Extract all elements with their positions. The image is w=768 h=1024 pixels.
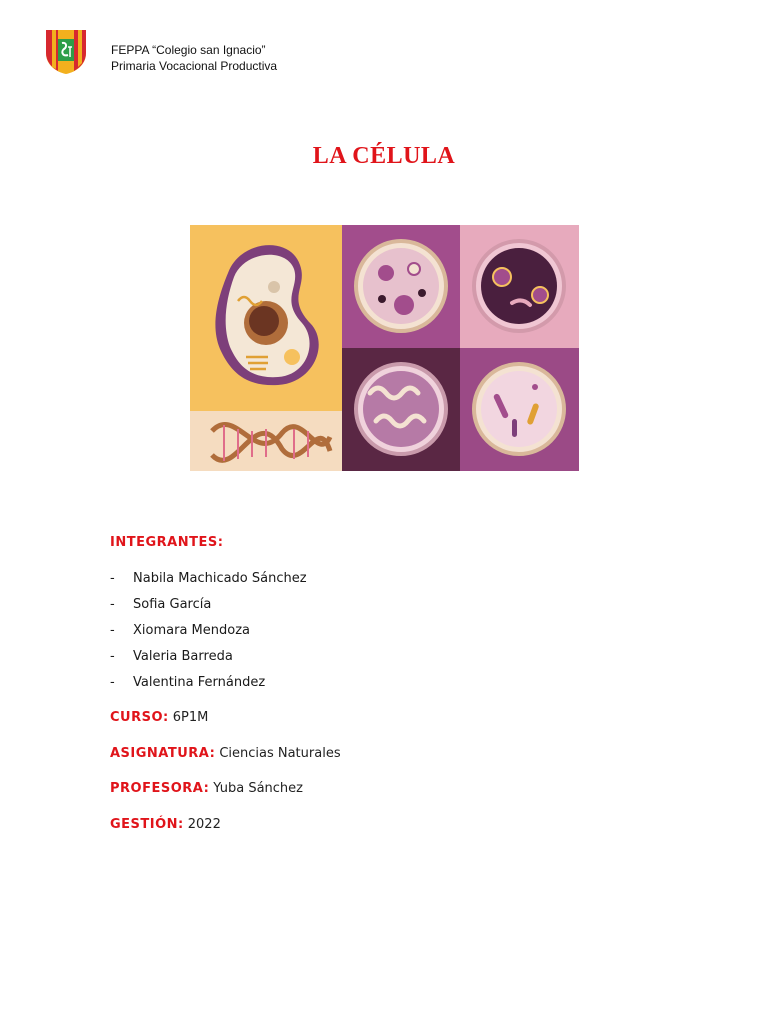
course-value: 6P1M bbox=[172, 710, 209, 725]
members-label: INTEGRANTES: bbox=[110, 535, 224, 550]
members-heading bbox=[110, 535, 223, 550]
list-item: - Valentina Fernández bbox=[110, 675, 266, 690]
document-title: LA CÉLULA bbox=[312, 143, 456, 169]
management-value: 2022 bbox=[187, 817, 221, 832]
list-item: - Valeria Barreda bbox=[110, 649, 233, 664]
school-program: Primaria Vocacional Productiva bbox=[111, 59, 278, 73]
course-line bbox=[110, 710, 208, 725]
list-item: - Xiomara Mendoza bbox=[110, 623, 250, 638]
school-name: FEPPA “Colegio san Ignacio” bbox=[111, 43, 266, 57]
subject-value: Ciencias Naturales bbox=[219, 746, 341, 761]
school-shield-logo-icon bbox=[42, 27, 90, 75]
subject-label: ASIGNATURA: bbox=[110, 746, 216, 761]
teacher-label: PROFESORA: bbox=[110, 781, 210, 796]
course-label: CURSO: bbox=[110, 710, 169, 725]
list-item: - Sofia García bbox=[110, 597, 212, 612]
list-item: - Nabila Machicado Sánchez bbox=[110, 571, 307, 586]
cells-and-dna-illustration-icon bbox=[190, 225, 579, 471]
subject-line bbox=[110, 746, 341, 761]
school-info bbox=[111, 42, 277, 74]
management-line bbox=[110, 817, 221, 832]
document-header bbox=[42, 27, 277, 75]
teacher-value: Yuba Sánchez bbox=[213, 781, 303, 796]
members-list bbox=[110, 571, 307, 701]
management-label: GESTIÓN: bbox=[110, 817, 184, 832]
teacher-line bbox=[110, 781, 303, 796]
